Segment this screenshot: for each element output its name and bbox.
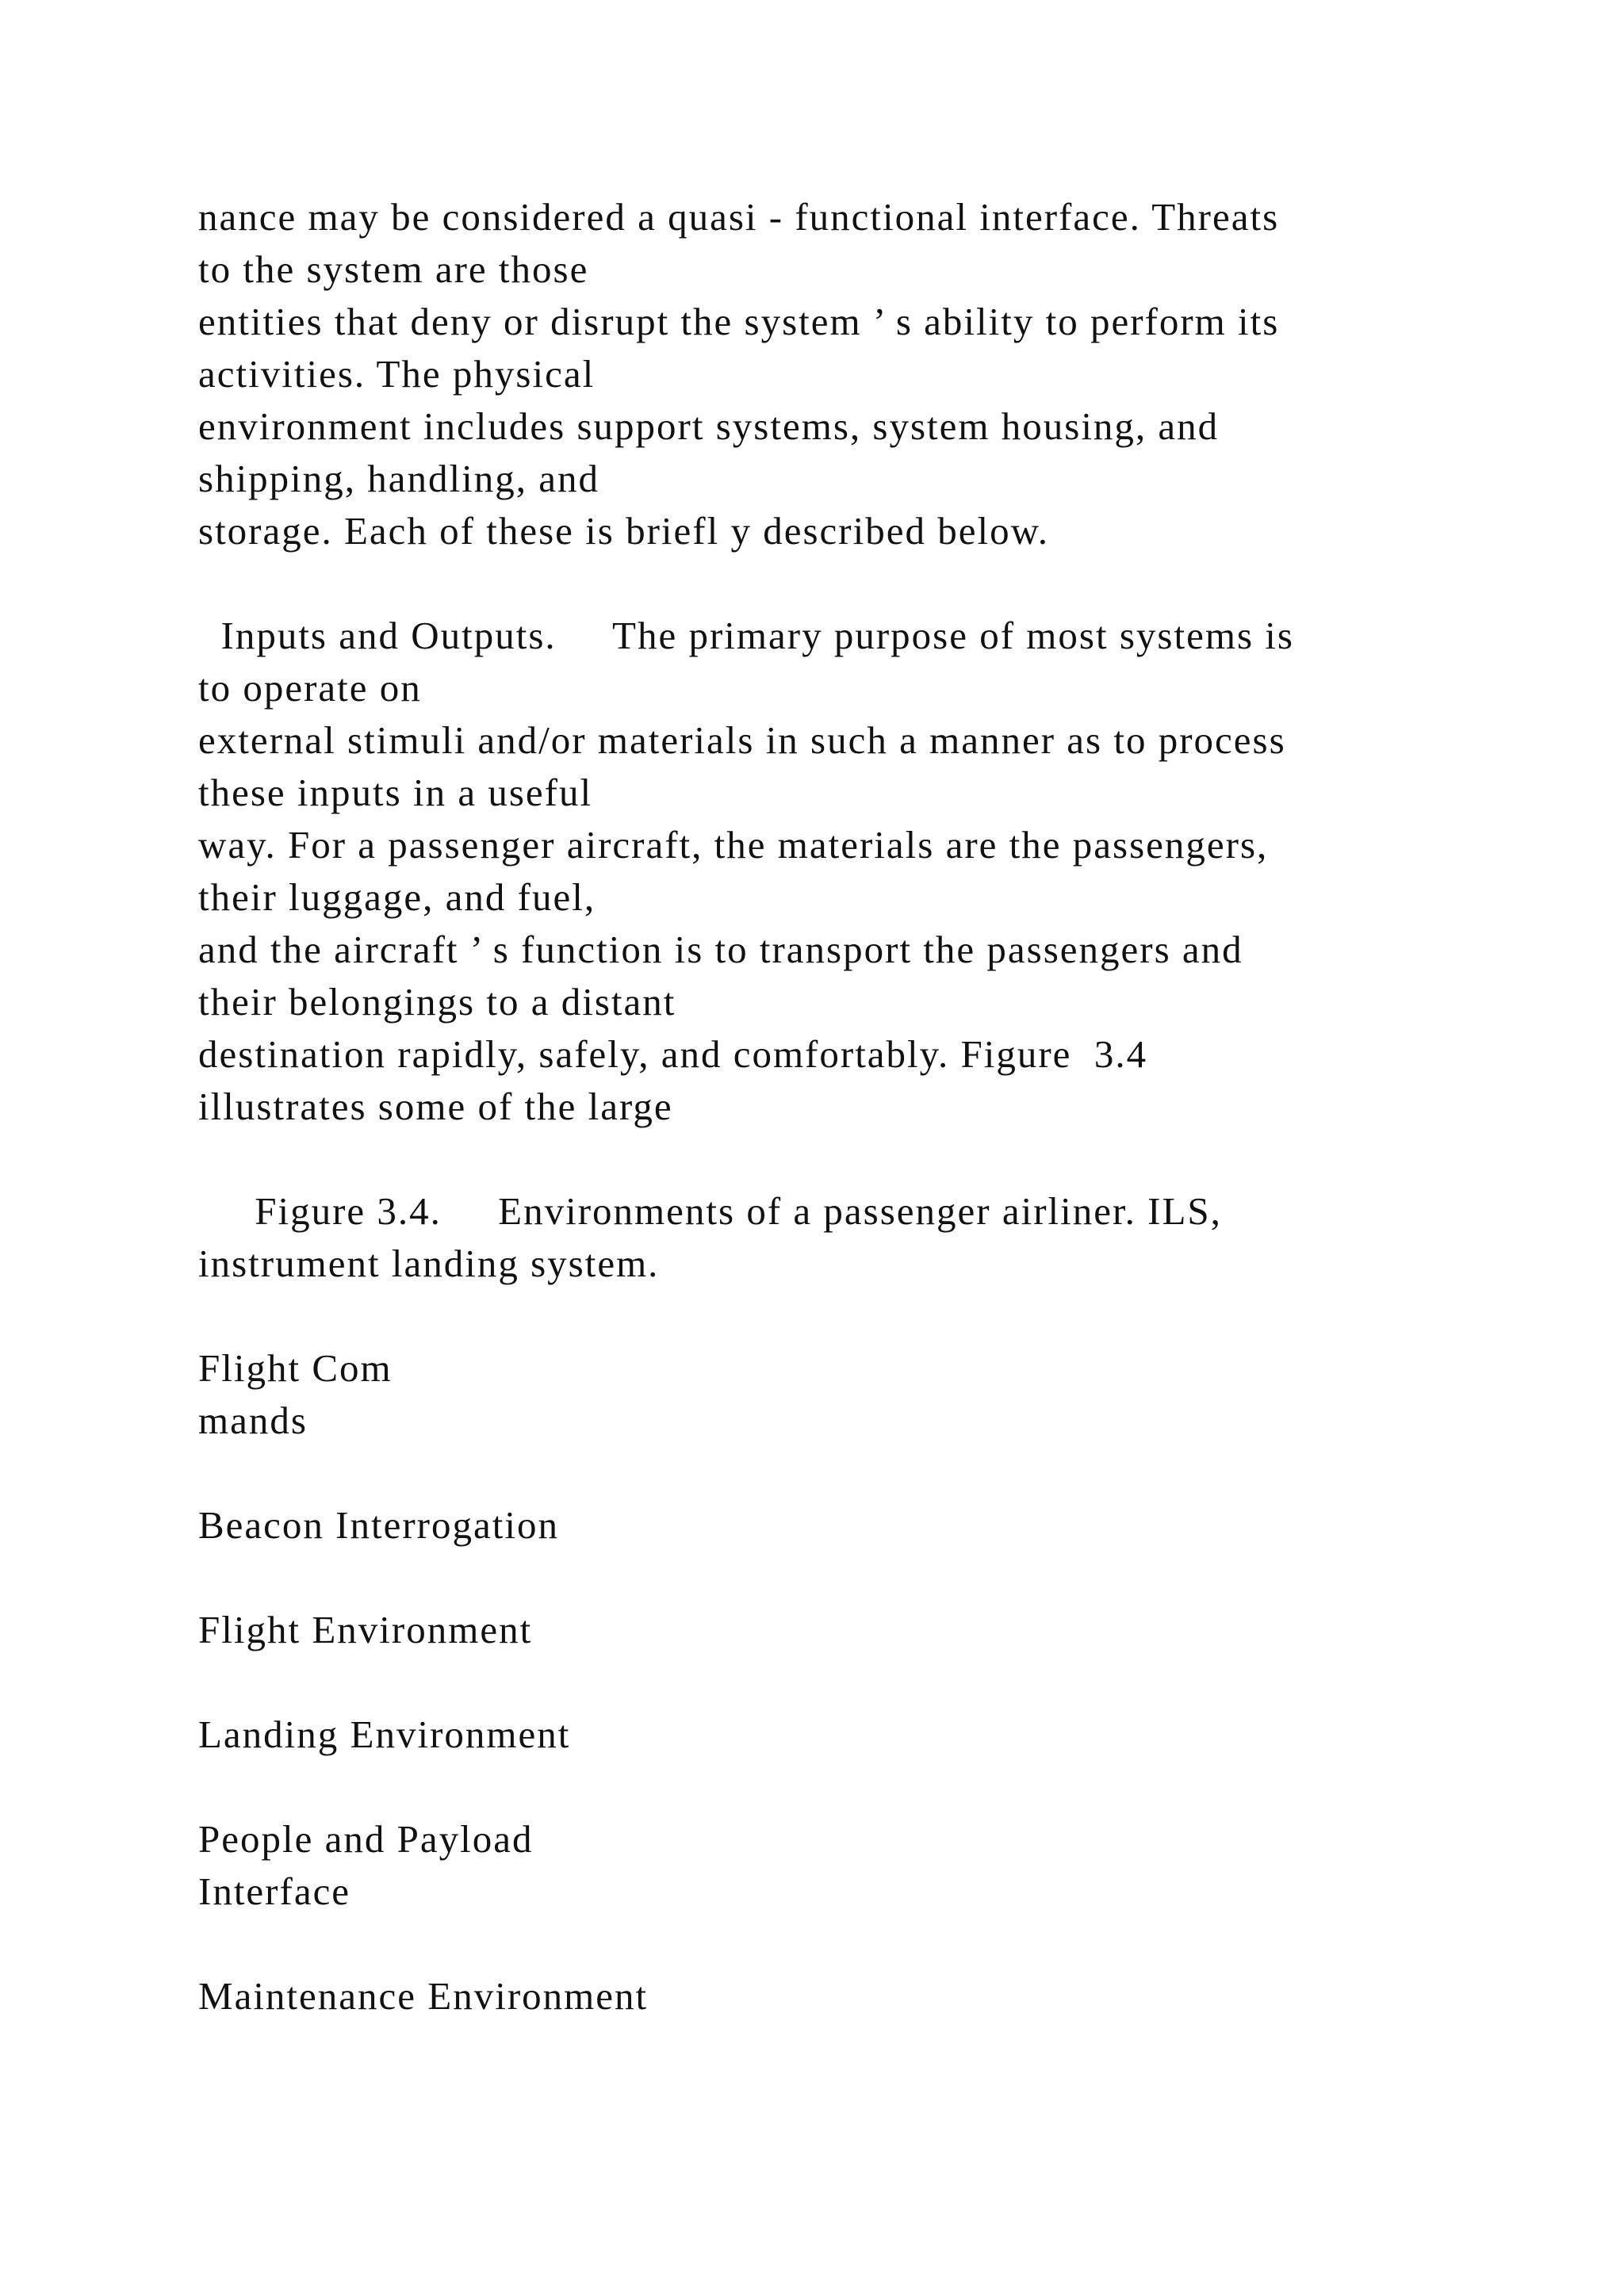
text-line: destination rapidly, safely, and comfortably. Figure 3.4 [198, 1032, 1148, 1076]
figure-label-line: mands [198, 1399, 308, 1442]
figure-label-line: Flight Environment [198, 1608, 533, 1651]
text-line: illustrates some of the large [198, 1085, 673, 1128]
text-line: shipping, handling, and [198, 457, 600, 500]
text-line: storage. Each of these is briefl y described below. [198, 509, 1050, 553]
figure-label-line: Interface [198, 1869, 351, 1913]
text-line: entities that deny or disrupt the system ’ s ability to perform its [198, 300, 1280, 343]
blank-line [198, 1656, 1467, 1709]
blank-line [198, 1918, 1467, 1970]
text-line: these inputs in a useful [198, 771, 593, 814]
text-line: external stimuli and/or materials in such a manner as to process [198, 718, 1286, 762]
figure-label-line: Beacon Interrogation [198, 1503, 559, 1547]
text-line: way. For a passenger aircraft, the materials are the passengers, [198, 823, 1269, 867]
blank-line [198, 1761, 1467, 1813]
blank-line [198, 557, 1467, 610]
figure-label-line: People and Payload [198, 1817, 534, 1861]
blank-line [198, 1290, 1467, 1342]
text-line: and the aircraft ’ s function is to transport the passengers and [198, 928, 1243, 971]
document-body [198, 191, 1467, 2022]
figure-caption-line: instrument landing system. [198, 1242, 660, 1285]
blank-line [198, 1133, 1467, 1185]
text-line: nance may be considered a quasi - functional interface. Threats [198, 195, 1280, 239]
figure-label-line: Landing Environment [198, 1712, 571, 1756]
blank-line [198, 1447, 1467, 1499]
text-line: their belongings to a distant [198, 980, 676, 1024]
text-line: to the system are those [198, 247, 589, 291]
text-line: environment includes support systems, system housing, and [198, 404, 1220, 448]
figure-caption-line: Figure 3.4. Environments of a passenger airliner. ILS, [198, 1189, 1222, 1233]
blank-line [198, 1552, 1467, 1604]
text-line: their luggage, and fuel, [198, 875, 596, 919]
section-heading-line: Inputs and Outputs. The primary purpose of most systems is [198, 614, 1294, 657]
figure-label-line: Flight Com [198, 1346, 393, 1390]
text-line: to operate on [198, 666, 422, 710]
text-line: activities. The physical [198, 352, 596, 396]
figure-label-line: Maintenance Environment [198, 1974, 649, 2018]
